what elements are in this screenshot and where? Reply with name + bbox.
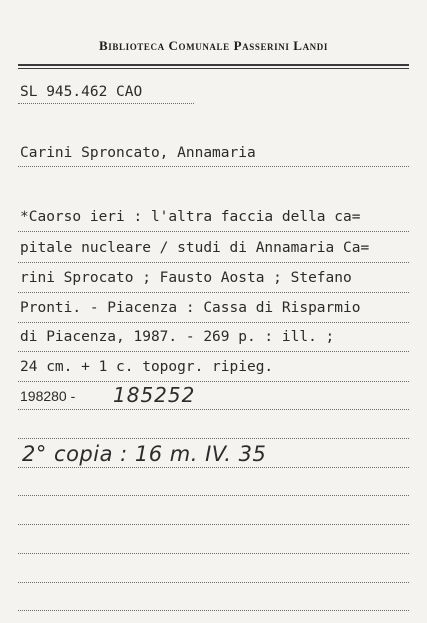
ruled-line: [18, 351, 409, 352]
description-line-4: Pronti. - Piacenza : Cassa di Risparmio: [20, 300, 361, 316]
ruled-line: [18, 381, 409, 382]
description-line-6: 24 cm. + 1 c. topogr. ripieg.: [20, 359, 274, 375]
description-line-5: di Piacenza, 1987. - 269 p. : ill. ;: [20, 329, 335, 345]
author-heading: Carini Sproncato, Annamaria: [20, 145, 256, 161]
header-rule-thick: [18, 64, 409, 66]
description-line-1: *Caorso ieri : l'altra faccia della ca=: [20, 209, 361, 225]
ruled-line: [18, 322, 409, 323]
ruled-line: [18, 467, 409, 468]
shelfmark-underline: [18, 103, 194, 104]
ruled-line: [18, 166, 409, 167]
ruled-line: [18, 409, 409, 410]
ruled-line: [18, 292, 409, 293]
ruled-line: [18, 610, 409, 611]
inventory-number-handwritten: 185252: [113, 383, 196, 407]
ruled-line: [18, 262, 409, 263]
inventory-number-typed: 198280 -: [20, 388, 76, 404]
ruled-line: [18, 231, 409, 232]
second-copy-handwritten-note: 2° copia : 16 m. IV. 35: [22, 442, 267, 466]
ruled-line: [18, 438, 409, 439]
shelfmark: SL 945.462 CAO: [20, 84, 143, 100]
ruled-line: [18, 582, 409, 583]
description-line-2: pitale nucleare / studi di Annamaria Ca=: [20, 240, 370, 256]
library-header: Biblioteca Comunale Passerini Landi: [99, 38, 328, 53]
ruled-line: [18, 553, 409, 554]
ruled-line: [18, 495, 409, 496]
description-line-3: rini Sprocato ; Fausto Aosta ; Stefano: [20, 270, 352, 286]
header-rule-thin: [18, 68, 409, 69]
ruled-line: [18, 524, 409, 525]
